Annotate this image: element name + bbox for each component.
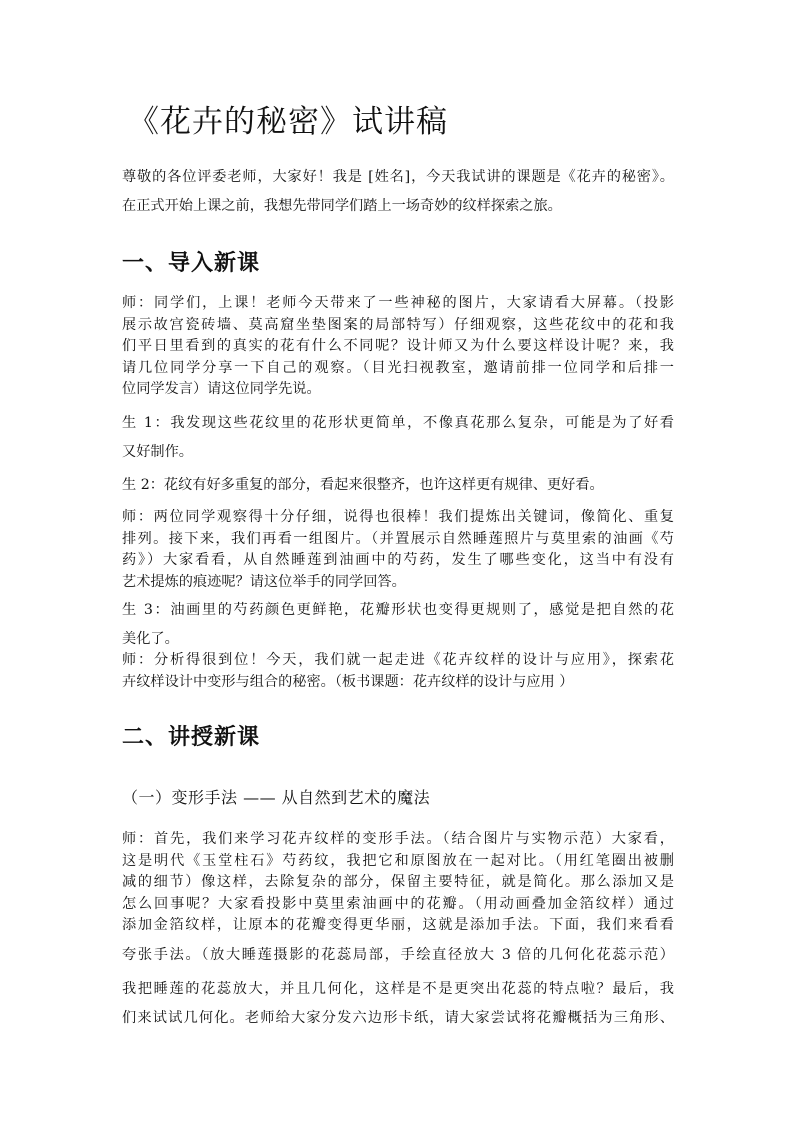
text-line: 药》）大家看看，从自然睡莲到油画中的芍药，发生了哪些变化，这当中有没有 [122,552,674,568]
text-line: 请几位同学分享一下自己的观察。（目光扫视教室，邀请前排一位同学和后排一 [122,359,674,376]
text-line: 在正式开始上课之前，我想先带同学们踏上一场奇妙的纹样探索之旅。 [122,198,562,214]
text-line: 位同学发言）请这位同学先说。 [122,381,321,397]
section-heading-teach: 二、讲授新课 [122,724,261,750]
text-line: 又好制作。 [122,444,193,460]
text-line: 夸张手法。（放大睡莲摄影的花蕊局部，手绘直径放大 3 倍的几何化花蕊示范） [122,947,674,963]
teacher-paragraph-4 [122,829,674,937]
intro-paragraph [122,163,674,221]
text-line: 师：首先，我们来学习花卉纹样的变形手法。（结合图片与实物示范）大家看， [122,831,674,847]
text-line: 艺术提炼的痕迹呢？请这位举手的同学回答。 [122,573,406,590]
teacher-paragraph-4-cont2 [122,975,674,1033]
teacher-paragraph-3 [122,650,674,693]
text-line: 师：分析得很到位！今天，我们就一起走进《花卉纹样的设计与应用》，探索花 [122,652,674,668]
text-line: 们平日里看到的真实的花有什么不同呢？设计师又为什么要这样设计呢？来，我 [122,338,674,354]
text-line: 排列。接下来，我们再看一组图片。（并置展示自然睡莲照片与莫里索的油画《芍 [122,530,674,547]
text-line: 我把睡莲的花蕊放大，并且几何化，这样是不是更突出花蕊的特点啦？最后，我 [122,981,674,997]
text-line: 们来试试几何化。老师给大家分发六边形卡纸，请大家尝试将花瓣概括为三角形、 [122,1010,674,1026]
text-line: 这是明代《玉堂柱石》芍药纹，我把它和原图放在一起对比。（用红笔圈出被删 [122,852,674,869]
teacher-paragraph-4-cont [122,941,674,970]
section-heading-intro: 一、导入新课 [122,250,261,276]
text-line: 卉纹样设计中变形与组合的秘密。（板书课题：花卉纹样的设计与应用 ） [122,673,574,690]
text-line: 生 3：油画里的芍药颜色更鲜艳，花瓣形状也变得更规则了，感觉是把自然的花 [122,602,674,618]
teacher-paragraph-2 [122,507,674,593]
text-line: 添加金箔纹样，让原本的花瓣变得更华丽，这就是添加手法。下面，我们来看看 [122,917,674,933]
student-paragraph-1 [122,409,674,467]
teacher-paragraph-1 [122,293,674,401]
text-line: 尊敬的各位评委老师，大家好！我是 [姓名]，今天我试讲的课题是《花卉的秘密》。 [122,169,674,185]
text-line: 展示故宫瓷砖墙、莫高窟坐垫图案的局部特写）仔细观察，这些花纹中的花和我 [122,316,674,333]
text-line: 减的细节）像这样，去除复杂的部分，保留主要特征，就是简化。那么添加又是 [122,874,674,890]
text-line: 美化了。 [122,631,179,647]
text-line: 生 1：我发现这些花纹里的花形状更简单，不像真花那么复杂，可能是为了好看 [122,415,674,431]
document-title: 《花卉的秘密》试讲稿 [128,104,448,140]
text-line: 怎么回事呢？大家看投影中莫里索油画中的花瓣。（用动画叠加金箔纹样）通过 [122,895,674,912]
text-line: 师：同学们，上课！老师今天带来了一些神秘的图片，大家请看大屏幕。（投影 [122,295,674,311]
student-paragraph-2 [122,471,674,500]
subsection-heading-transform: （一）变形手法 —— 从自然到艺术的魔法 [122,788,431,807]
text-line: 师：两位同学观察得十分仔细，说得也很棒！我们提炼出关键词，像简化、重复 [122,509,674,525]
text-line: 生 2：花纹有好多重复的部分，看起来很整齐，也许这样更有规律、更好看。 [122,477,604,493]
student-paragraph-3 [122,596,674,654]
